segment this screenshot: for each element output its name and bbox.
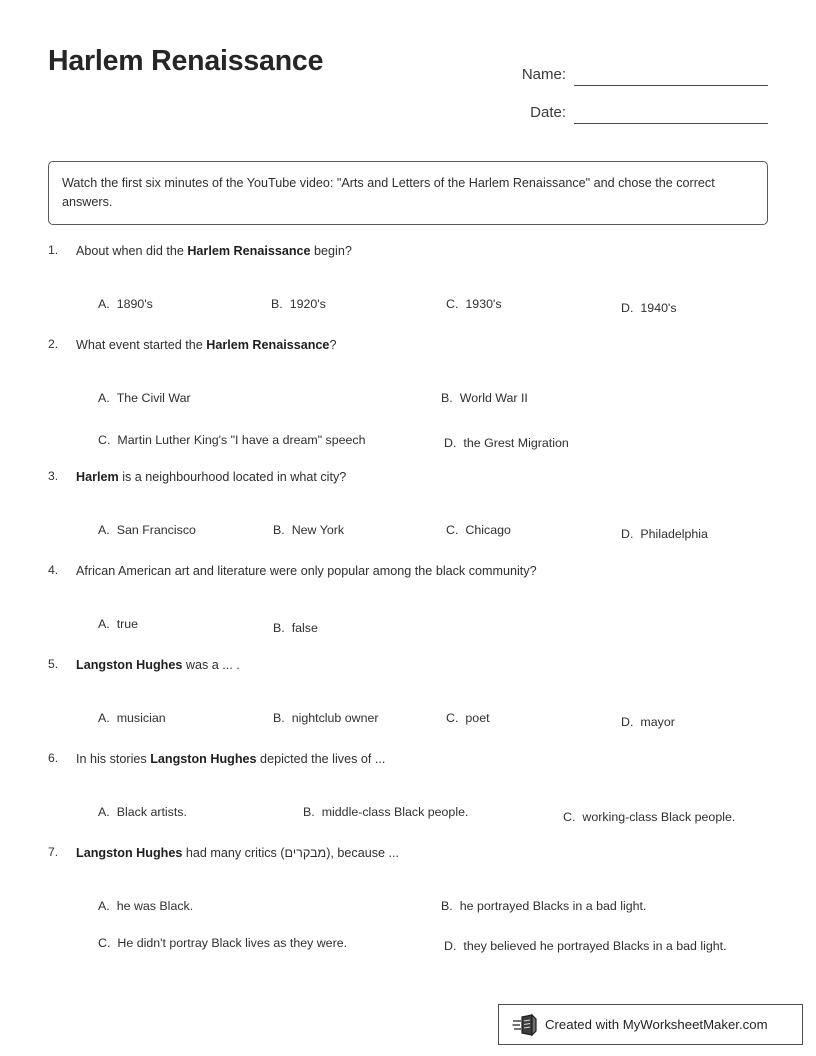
answer-option[interactable]	[98, 432, 438, 449]
answer-option[interactable]	[446, 296, 596, 313]
answer-letter: C.	[446, 711, 459, 725]
question-head	[48, 657, 740, 674]
answer-text: He didn't portray Black lives as they were.	[117, 936, 348, 950]
question-number: 5.	[48, 657, 59, 671]
answer-option[interactable]	[98, 296, 248, 313]
prompt-segment: About when did the	[76, 244, 188, 258]
badge-label: Created with MyWorksheetMaker.com	[545, 1017, 768, 1032]
date-write-line[interactable]	[574, 103, 768, 124]
question-number: 2.	[48, 337, 59, 351]
name-write-line[interactable]	[574, 65, 768, 86]
answer-letter: B.	[273, 523, 285, 537]
question-item	[48, 563, 740, 635]
question-prompt	[76, 243, 740, 260]
answer-option[interactable]	[271, 296, 421, 313]
name-label: Name:	[521, 66, 566, 83]
answer-text: New York	[291, 523, 345, 537]
question-head	[48, 751, 740, 768]
answer-option[interactable]	[273, 620, 453, 637]
answer-option[interactable]	[98, 898, 428, 915]
question-prompt	[76, 563, 740, 580]
question-item	[48, 845, 740, 953]
prompt-keyword: Harlem Renaissance	[206, 338, 330, 352]
answer-option[interactable]	[98, 390, 428, 407]
instructions-box: Watch the first six minutes of the YouTube video: "Arts and Letters of the Harlem Renaissance" and chose the correct answers.	[48, 161, 768, 225]
answer-text: mayor	[640, 715, 675, 729]
prompt-segment: depicted the lives of ...	[256, 752, 386, 766]
answer-option[interactable]	[621, 300, 771, 317]
prompt-segment: In his stories	[76, 752, 151, 766]
answer-letter: C.	[563, 810, 576, 824]
prompt-keyword: Langston Hughes	[76, 658, 183, 672]
question-item	[48, 337, 740, 450]
question-number: 6.	[48, 751, 59, 765]
answer-option[interactable]	[98, 710, 258, 727]
answer-option[interactable]	[98, 522, 253, 539]
answer-letter: B.	[441, 899, 453, 913]
answer-letter: A.	[98, 711, 110, 725]
prompt-segment: African American art and literature were only popular among the black community?	[76, 564, 537, 578]
answer-text: The Civil War	[116, 391, 191, 405]
question-item	[48, 657, 740, 729]
answer-letter: D.	[444, 436, 457, 450]
prompt-keyword: Langston Hughes	[76, 846, 183, 860]
answer-option[interactable]	[98, 935, 438, 952]
answer-letter: A.	[98, 297, 110, 311]
answer-letter: B.	[273, 621, 285, 635]
worksheet-maker-logo-icon	[512, 1013, 538, 1037]
answer-text: Martin Luther King's "I have a dream" speech	[117, 433, 366, 447]
answer-option[interactable]	[444, 938, 764, 955]
answer-option[interactable]	[446, 710, 606, 727]
answer-letter: A.	[98, 617, 110, 631]
name-date-block	[498, 48, 768, 124]
answer-option[interactable]	[563, 809, 778, 826]
question-head	[48, 469, 740, 486]
name-row	[498, 48, 768, 86]
question-prompt	[76, 845, 740, 862]
answer-letter: D.	[621, 715, 634, 729]
answer-text: the Grest Migration	[463, 436, 569, 450]
answer-text: nightclub owner	[291, 711, 379, 725]
question-item	[48, 469, 740, 541]
answer-text: he portrayed Blacks in a bad light.	[459, 899, 647, 913]
answer-letter: C.	[98, 433, 111, 447]
answer-letter: C.	[446, 297, 459, 311]
question-prompt	[76, 337, 740, 354]
answer-option[interactable]	[273, 710, 443, 727]
created-with-badge[interactable]	[498, 1004, 803, 1045]
answer-text: San Francisco	[116, 523, 196, 537]
answer-text: false	[291, 621, 318, 635]
answer-letter: C.	[446, 523, 459, 537]
answer-text: true	[116, 617, 139, 631]
date-label: Date:	[530, 104, 566, 121]
prompt-keyword: Harlem	[76, 470, 119, 484]
answer-letter: B.	[303, 805, 315, 819]
answer-letter: A.	[98, 899, 110, 913]
answer-text: 1930's	[465, 297, 502, 311]
question-number: 4.	[48, 563, 59, 577]
answer-option[interactable]	[444, 435, 764, 452]
answer-text: poet	[465, 711, 490, 725]
answer-letter: B.	[273, 711, 285, 725]
answer-letter: A.	[98, 523, 110, 537]
answer-text: 1940's	[640, 301, 677, 315]
prompt-segment: had many critics (מבקרים), because ...	[182, 846, 400, 860]
prompt-keyword: Langston Hughes	[150, 752, 257, 766]
answer-option[interactable]	[621, 714, 781, 731]
answer-option[interactable]	[441, 390, 761, 407]
answer-option[interactable]	[621, 526, 786, 543]
prompt-segment: was a ... .	[182, 658, 240, 672]
answer-text: World War II	[459, 391, 528, 405]
answer-letter: D.	[621, 527, 634, 541]
date-row	[498, 86, 768, 124]
question-prompt	[76, 657, 740, 674]
questions-list	[48, 243, 768, 965]
prompt-keyword: Harlem Renaissance	[187, 244, 311, 258]
answer-letter: B.	[271, 297, 283, 311]
answer-letter: D.	[621, 301, 634, 315]
answer-text: working-class Black people.	[582, 810, 736, 824]
answer-letter: A.	[98, 805, 110, 819]
page-title: Harlem Renaissance	[48, 45, 324, 77]
answer-letter: D.	[444, 939, 457, 953]
answer-text: middle-class Black people.	[321, 805, 469, 819]
answer-text: Black artists.	[116, 805, 187, 819]
answer-letter: B.	[441, 391, 453, 405]
answer-option[interactable]	[303, 804, 563, 821]
answer-letter: A.	[98, 391, 110, 405]
answer-text: 1920's	[289, 297, 326, 311]
prompt-segment: is a neighbourhood located in what city?	[118, 470, 347, 484]
question-number: 3.	[48, 469, 59, 483]
answer-text: they believed he portrayed Blacks in a bad light.	[463, 939, 727, 953]
answer-text: 1890's	[116, 297, 153, 311]
prompt-segment: begin?	[310, 244, 352, 258]
answer-option[interactable]	[441, 898, 761, 915]
question-item	[48, 751, 740, 824]
question-head	[48, 243, 740, 260]
question-number: 1.	[48, 243, 59, 257]
answer-option[interactable]	[446, 522, 601, 539]
answer-text: Chicago	[465, 523, 511, 537]
answer-option[interactable]	[98, 804, 318, 821]
question-prompt	[76, 751, 740, 768]
question-number: 7.	[48, 845, 59, 859]
question-head	[48, 845, 740, 862]
question-item	[48, 243, 740, 315]
question-head	[48, 337, 740, 354]
answer-letter: C.	[98, 936, 111, 950]
answer-text: Philadelphia	[640, 527, 708, 541]
answer-option[interactable]	[98, 616, 258, 633]
answer-text: musician	[116, 711, 166, 725]
prompt-segment: What event started the	[76, 338, 207, 352]
prompt-segment: ?	[329, 338, 337, 352]
question-head	[48, 563, 740, 580]
worksheet-header	[48, 44, 768, 124]
answer-text: he was Black.	[116, 899, 194, 913]
answer-option[interactable]	[273, 522, 428, 539]
question-prompt	[76, 469, 740, 486]
